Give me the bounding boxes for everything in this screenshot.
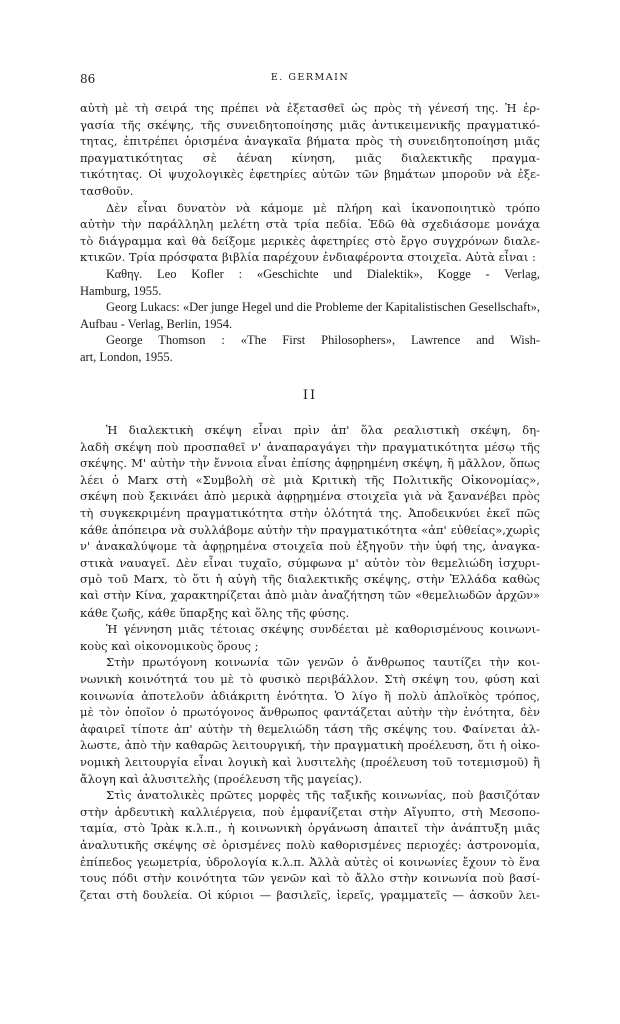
text-line: ἀφαιρεῖ τίποτε ἀπ' αὐτὴν τὴ θεμελιώδη τάση τῆς σκέψης του. Φαίνεται ἀλ- (80, 721, 540, 736)
text-line: Δὲν εἶναι δυνατὸν νὰ κάμομε μὲ πλήρη καὶ ἱκανοποιητικὸ τρόπο (106, 200, 540, 215)
text-line: ἄλογη καὶ ἀλυσιτελὴς (προέλευση τῆς μαγείας). (80, 771, 363, 786)
running-head: E. GERMAIN (270, 72, 350, 83)
citation-line: George Thomson : «The First Philosophers», Lawrence and Wish- (106, 333, 540, 348)
section-paragraph (80, 654, 540, 787)
text-line: ἀναλυτικῆς σκέψης σὲ ὁρισμένες πολὺ καθορισμένες περιοχές: ἀστρονομία, (80, 837, 540, 852)
section-paragraph (80, 621, 540, 654)
text-line: σκέψη ποὺ ξεκινάει ἀπὸ μερικὰ ἀφῃρημένα στοιχεῖα γιὰ νὰ ξανανέβει πρὸς (80, 489, 540, 504)
bibliography (80, 266, 540, 366)
text-line: νομικὴ λειτουργία εἶναι λογικὴ καὶ λυσιτελὴς (προέλευση τοῦ τοτεμισμοῦ) ἢ (80, 754, 540, 769)
paragraph (80, 200, 540, 266)
text-line: μὲ τὸν ὁποῖον ὁ πρωτόγονος ἄνθρωπος φαντάζεται αὐτὴν τὴν ἑνότητα, δὲν (80, 705, 540, 720)
page-number: 86 (80, 72, 96, 86)
text-line: σκέψης. Μ' αὐτὴν τὴν ἔννοια εἶναι ἐπίσης ἀφῃρημένη σκέψη, ἢ μᾶλλον, ὅπως (80, 456, 540, 471)
text-line: κτικῶν. Τρία πρόσφατα βιβλία παρέχουν ἐνδιαφέροντα στοιχεῖα. Αὐτὰ εἶναι : (80, 250, 536, 265)
text-line: πραγματικότητας σὲ ἀέναη κίνηση, μιᾶς διαλεκτικῆς πραγμα- (80, 150, 540, 165)
text-line: στὴν ἀρδευτικὴ καλλιέργεια, ποὺ ἐμφανίζεται στὴν Αἴγυπτο, στὴ Μεσοπο- (80, 804, 540, 819)
text-line: λέει ὁ Marx στὴ «Συμβολὴ σὲ μιὰ Κριτικὴ τῆς Πολιτικῆς Οἰκονομίας», (80, 472, 540, 487)
text-line: Ἡ γέννηση μιᾶς τέτοιας σκέψης συνδέεται μὲ καθορισμένους κοινωνι- (106, 622, 540, 637)
text-line: σμὸ τοῦ Marx, τὸ ὅτι ἡ αὐγὴ τῆς διαλεκτικῆς σκέψης, στὴν Ἑλλάδα καθὼς (80, 572, 540, 587)
citation: Georg Lukacs: «Der junge Hegel und die Probleme der Kapitalistischen Gesellschaft», Aufbau - Verlag, Berlin, 1954. (80, 300, 541, 331)
text-line: τικότητας. Οἱ ψυχολογικὲς ἐφετηρίες αὐτῶν τῶν βημάτων μποροῦν νὰ ἐξε- (80, 167, 540, 182)
text-line: γασία τῆς σκέψης, τῆς συνειδητοποίησης μιᾶς ἀντικειμενικῆς πραγματικό- (80, 117, 540, 132)
text-line: Ἡ διαλεκτικὴ σκέψη εἶναι πρὶν ἀπ' ὅλα ρεαλιστικὴ σκέψη, δη- (106, 423, 540, 438)
text-line: κοὺς καὶ οἰκονομικοὺς ὅρους ; (80, 638, 259, 653)
section-paragraph (80, 422, 540, 621)
text-line: Στὴν πρωτόγονη κοινωνία τῶν γενῶν ὁ ἄνθρωπος ταυτίζει τὴν κοι- (106, 655, 540, 670)
text-line: ἐπίπεδος γεωμετρία, ὑδρολογία κ.λ.π. Ἀλλὰ αὐτὲς οἱ κοινωνίες ἔχουν τὸ ἕνα (80, 854, 540, 869)
text-line: ταμία, στὸ Ἰρὰκ κ.λ.π., ἡ κοινωνικὴ ὀργάνωση ἀπαιτεῖ τὴν ἀνάπτυξη μιᾶς (80, 821, 540, 836)
intro-paragraph (80, 100, 540, 200)
text-line: ζεται στὴ δουλεία. Οἱ κύριοι — βασιλεῖς, ἱερεῖς, γραμματεῖς — ἀσκοῦν λει- (80, 887, 540, 902)
text-line: καὶ στὴν Κίνα, χαρακτηρίζεται ἀπὸ μιὰν ἀναζήτηση τῶν «θεμελιωδῶν ἀρχῶν» (80, 589, 540, 603)
text-line: λωστε, ἀπὸ τὴν καθαρῶς λειτουργική, τὴν πραγματικὴ προέλευση, ὅτι ἡ οἰκο- (80, 738, 540, 753)
text-line: ν' ἀνακαλύψομε τὰ ἀφῃρημένα στοιχεῖα ποὺ ἐξηγοῦν τὴν ὑφή της, ἀναγκα- (80, 539, 540, 554)
page-header (80, 72, 540, 88)
text-line: Στὶς ἀνατολικὲς πρῶτες μορφὲς τῆς ταξικῆς κοινωνίας, ποὺ βασιζόταν (106, 788, 540, 803)
citation-line: art, London, 1955. (80, 349, 173, 364)
text-line: τητας, ἐπιτρέπει ὁρισμένα ἀναγκαῖα βήματα πρὸς τὴ συνειδητοποίηση μιᾶς (80, 134, 540, 149)
text-line: τασθοῦν. (80, 183, 134, 198)
text-line: νωνικὴ κοινότητά του μὲ τὸ φυσικὸ περιβάλλον. Στὴ σκέψη του, φύση καὶ (80, 672, 540, 686)
citation-line: Καθηγ. Leo Kofler : «Geschichte und Dialektik», Kogge - Verlag, (106, 266, 540, 281)
section-heading: II (302, 387, 318, 403)
text-line: κάθε ἀπόπειρα νὰ συλλάβομε αὐτὴν τὴν πραγματικότητα «ἀπ' εὐθείας»,χωρὶς (80, 522, 540, 537)
text-line: τὴ συγκεκριμένη πραγματικότητα στὴν ὁλότητά της. Ἀποδεικνύει ἐκεῖ πῶς (80, 506, 540, 521)
text-line: αὐτὴ μὲ τὴ σειρά της πρέπει νὰ ἐξετασθεῖ ὡς πρὸς τὴ γένεσή της. Ἡ ἐρ- (80, 101, 540, 115)
section-paragraph (80, 787, 540, 903)
text-line: λαδὴ σκέψη ποὺ προσπαθεῖ ν' ἀναπαραγάγει τὴν πραγματικότητα μέσῳ τῆς (80, 439, 540, 454)
text-line: στικὰ ναυαγεῖ. Δὲν εἶναι τυχαῖο, σύμφωνα μ' αὐτὸν τὸν θεμελιώδη ἰσχυρι- (80, 555, 540, 570)
text-line: τὸ διάγραμμα καὶ θὰ δείξομε μερικὲς ἀφετηρίες στὸ ἔργο συγχρόνων διαλε- (80, 233, 540, 248)
text-line: αὐτὴν τὴν παράλληλη μελέτη στὰ τρία πεδία. Ἐδῶ θὰ σχεδιάσομε μονάχα (80, 217, 540, 232)
text-line: τους πόδι στὴν κοινότητα τῶν γενῶν καὶ τὸ ἄλλο στὴν κοινωνία ποὺ βασί- (80, 871, 540, 886)
text-line: κοινωνία ἀποτελοῦν ἀδιάκριτη ἑνότητα. Ὁ λίγο ἢ πολὺ ἁπλοϊκὸς τρόπος, (80, 688, 540, 703)
page-body (80, 100, 540, 903)
text-line: κάθε ζωῆς, κάθε ὕπαρξης καὶ ὅλης τῆς φύσης. (80, 605, 350, 620)
citation-line: Hamburg, 1955. (80, 283, 162, 298)
